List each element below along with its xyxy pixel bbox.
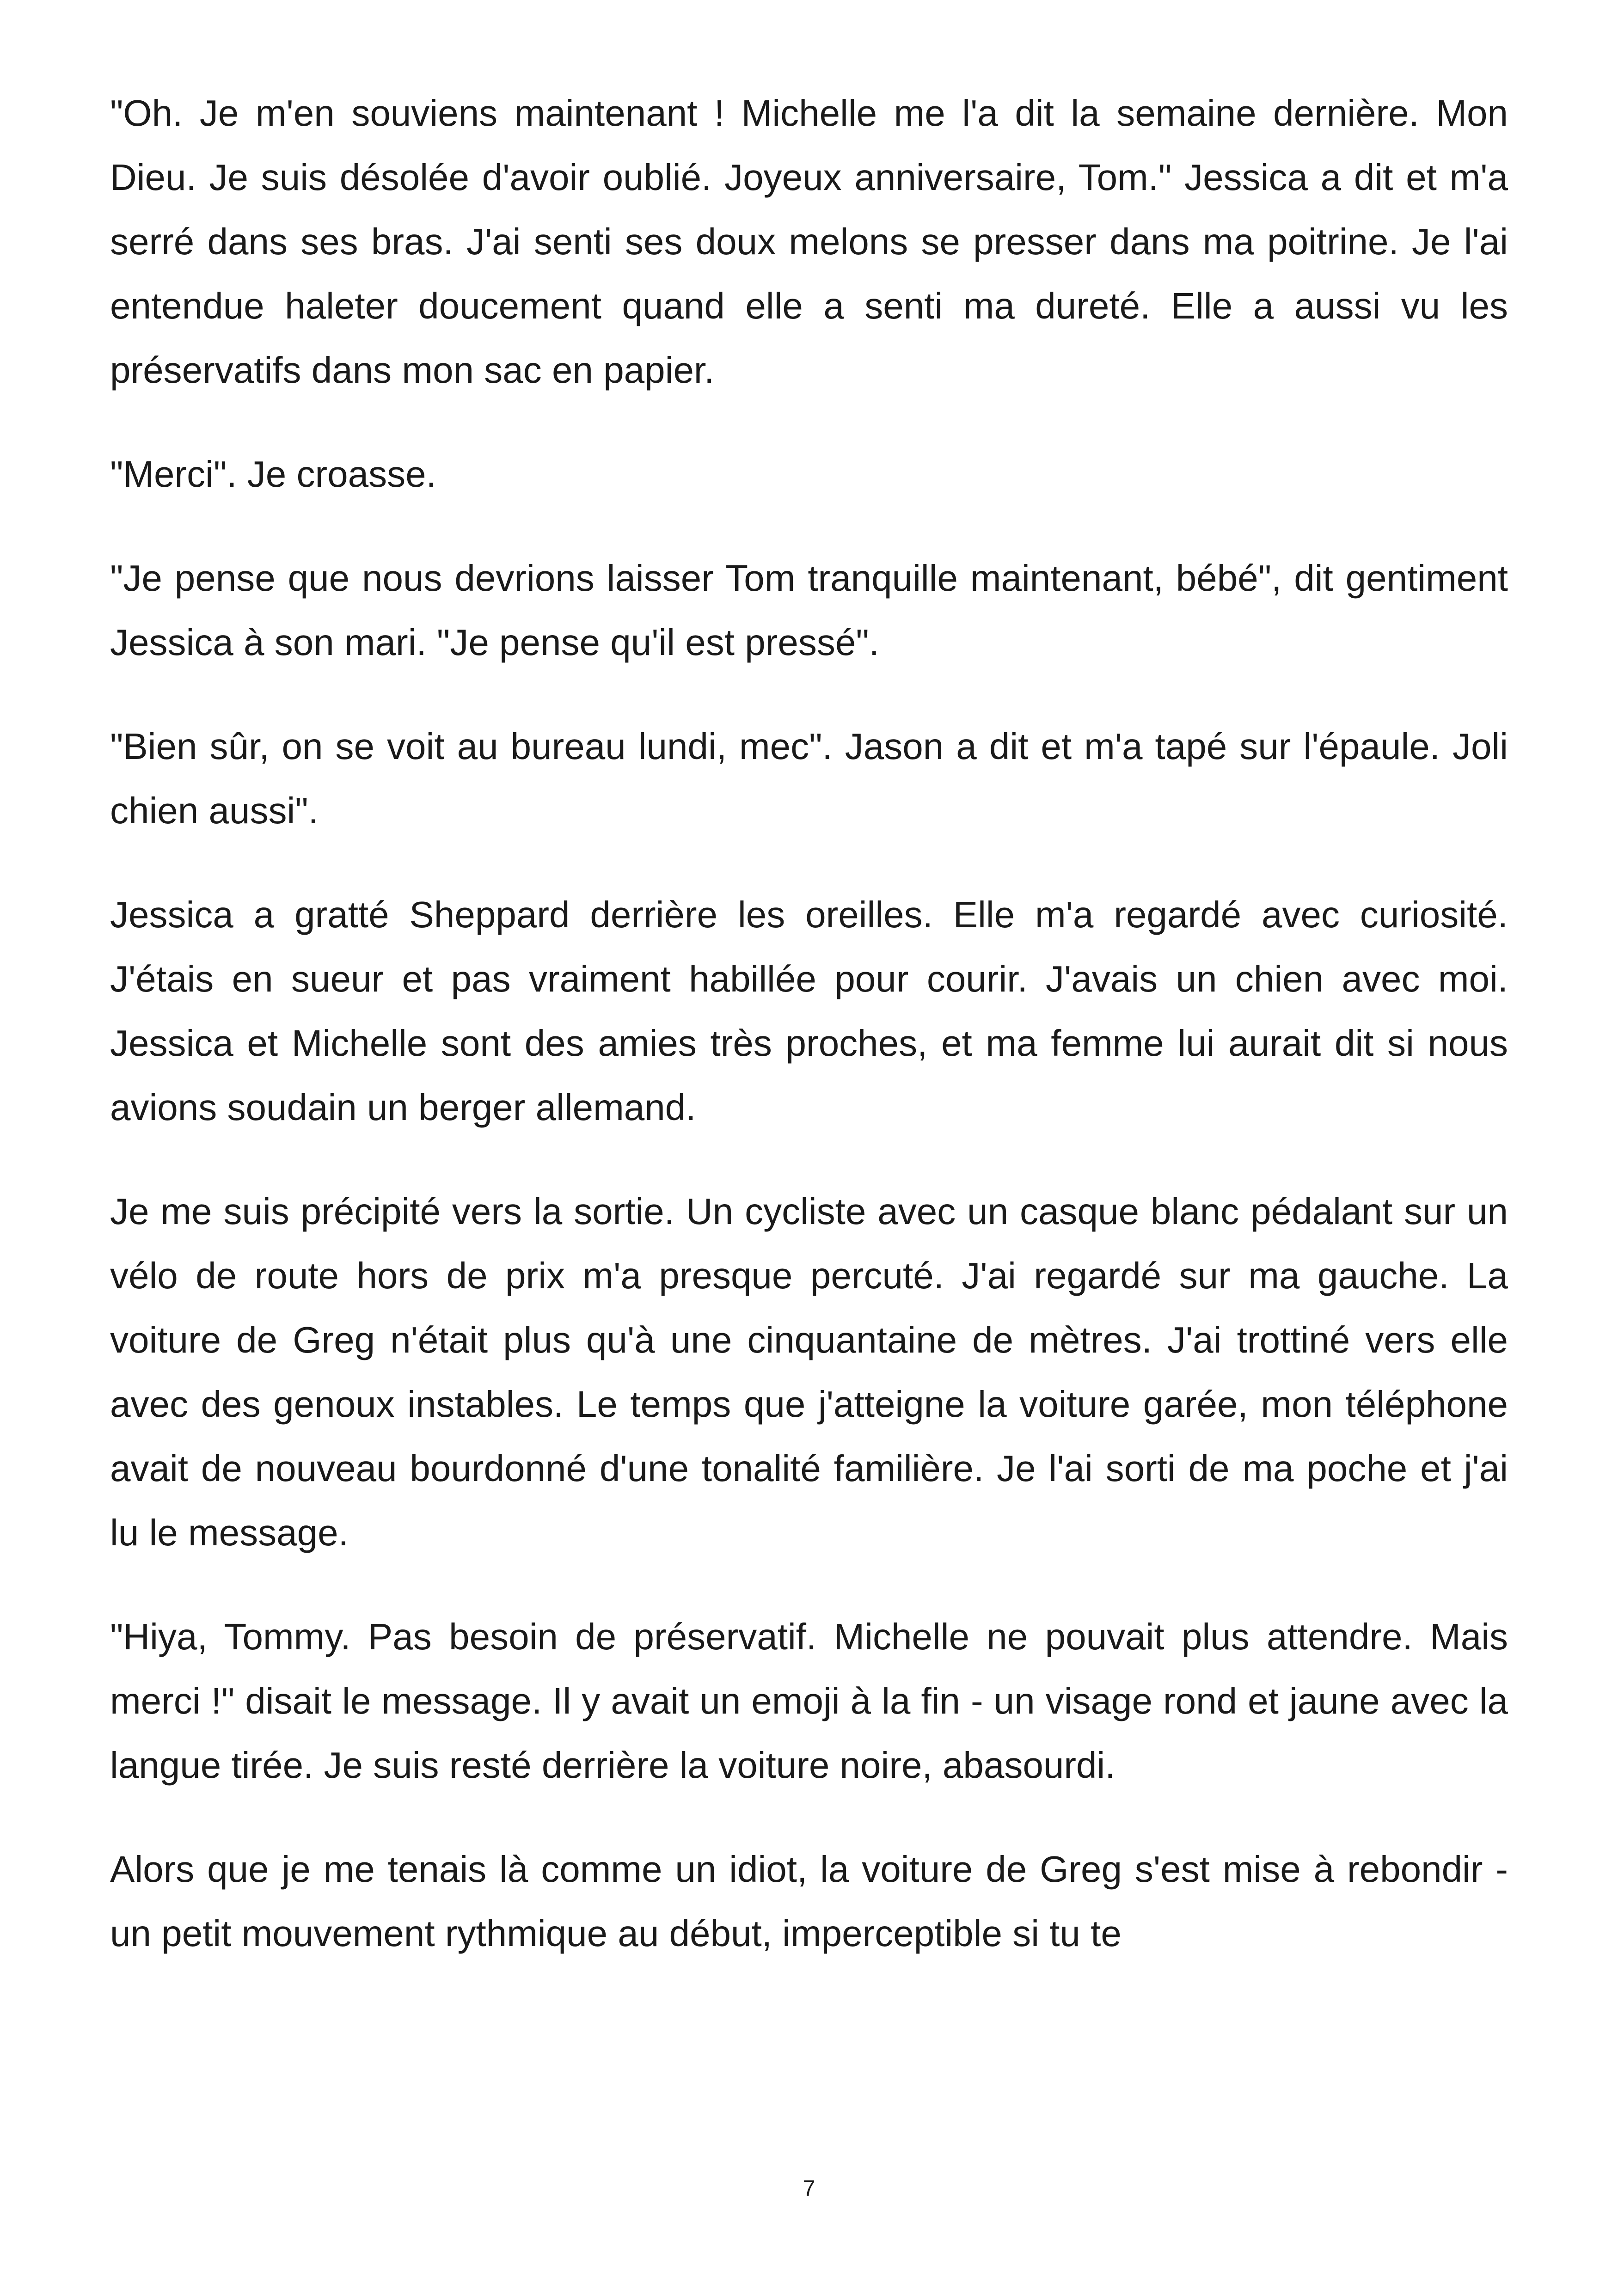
paragraph-7: "Hiya, Tommy. Pas besoin de préservatif. Michelle ne pouvait plus attendre. Mais merci !" disait le message. Il y avait un emoji à la fin - un visage rond et jaune avec la langue tirée. Je suis resté derrière la voiture noire, abasourdi. — [110, 1616, 1508, 1786]
paragraph-5: Jessica a gratté Sheppard derrière les oreilles. Elle m'a regardé avec curiosité. J'étais en sueur et pas vraiment habillée pour courir. J'avais un chien avec moi. Jessica et Michelle sont des amies très proches, et ma femme lui aurait dit si nous avions soudain un berger allemand. — [110, 894, 1508, 1128]
page-number: 7 — [803, 2176, 815, 2201]
paragraph-4: "Bien sûr, on se voit au bureau lundi, mec". Jason a dit et m'a tapé sur l'épaule. Joli chien aussi". — [110, 726, 1508, 831]
paragraph-8: Alors que je me tenais là comme un idiot, la voiture de Greg s'est mise à rebondir - un petit mouvement rythmique au début, imperceptible si tu te — [110, 1849, 1508, 1954]
body-text — [110, 81, 1508, 2005]
paragraph-2: "Merci". Je croasse. — [110, 453, 436, 495]
paragraph-6: Je me suis précipité vers la sortie. Un cycliste avec un casque blanc pédalant sur un vélo de route hors de prix m'a presque percuté. J'ai regardé sur ma gauche. La voiture de Greg n'était plus qu'à une cinquantaine de mètres. J'ai trottiné vers elle avec des genoux instables. Le temps que j'atteigne la voiture garée, mon téléphone avait de nouveau bourdonné d'une tonalité familière. Je l'ai sorti de ma poche et j'ai lu le message. — [110, 1191, 1508, 1553]
paragraph-3: "Je pense que nous devrions laisser Tom tranquille maintenant, bébé", dit gentiment Jessica à son mari. "Je pense qu'il est pressé". — [110, 557, 1508, 663]
paragraph-1: "Oh. Je m'en souviens maintenant ! Michelle me l'a dit la semaine dernière. Mon Dieu. Je suis désolée d'avoir oublié. Joyeux anniversaire, Tom." Jessica a dit et m'a serré dans ses bras. J'ai senti ses doux melons se presser dans ma poitrine. Je l'ai entendue haleter doucement quand elle a senti ma dureté. Elle a aussi vu les préservatifs dans mon sac en papier. — [110, 92, 1508, 391]
